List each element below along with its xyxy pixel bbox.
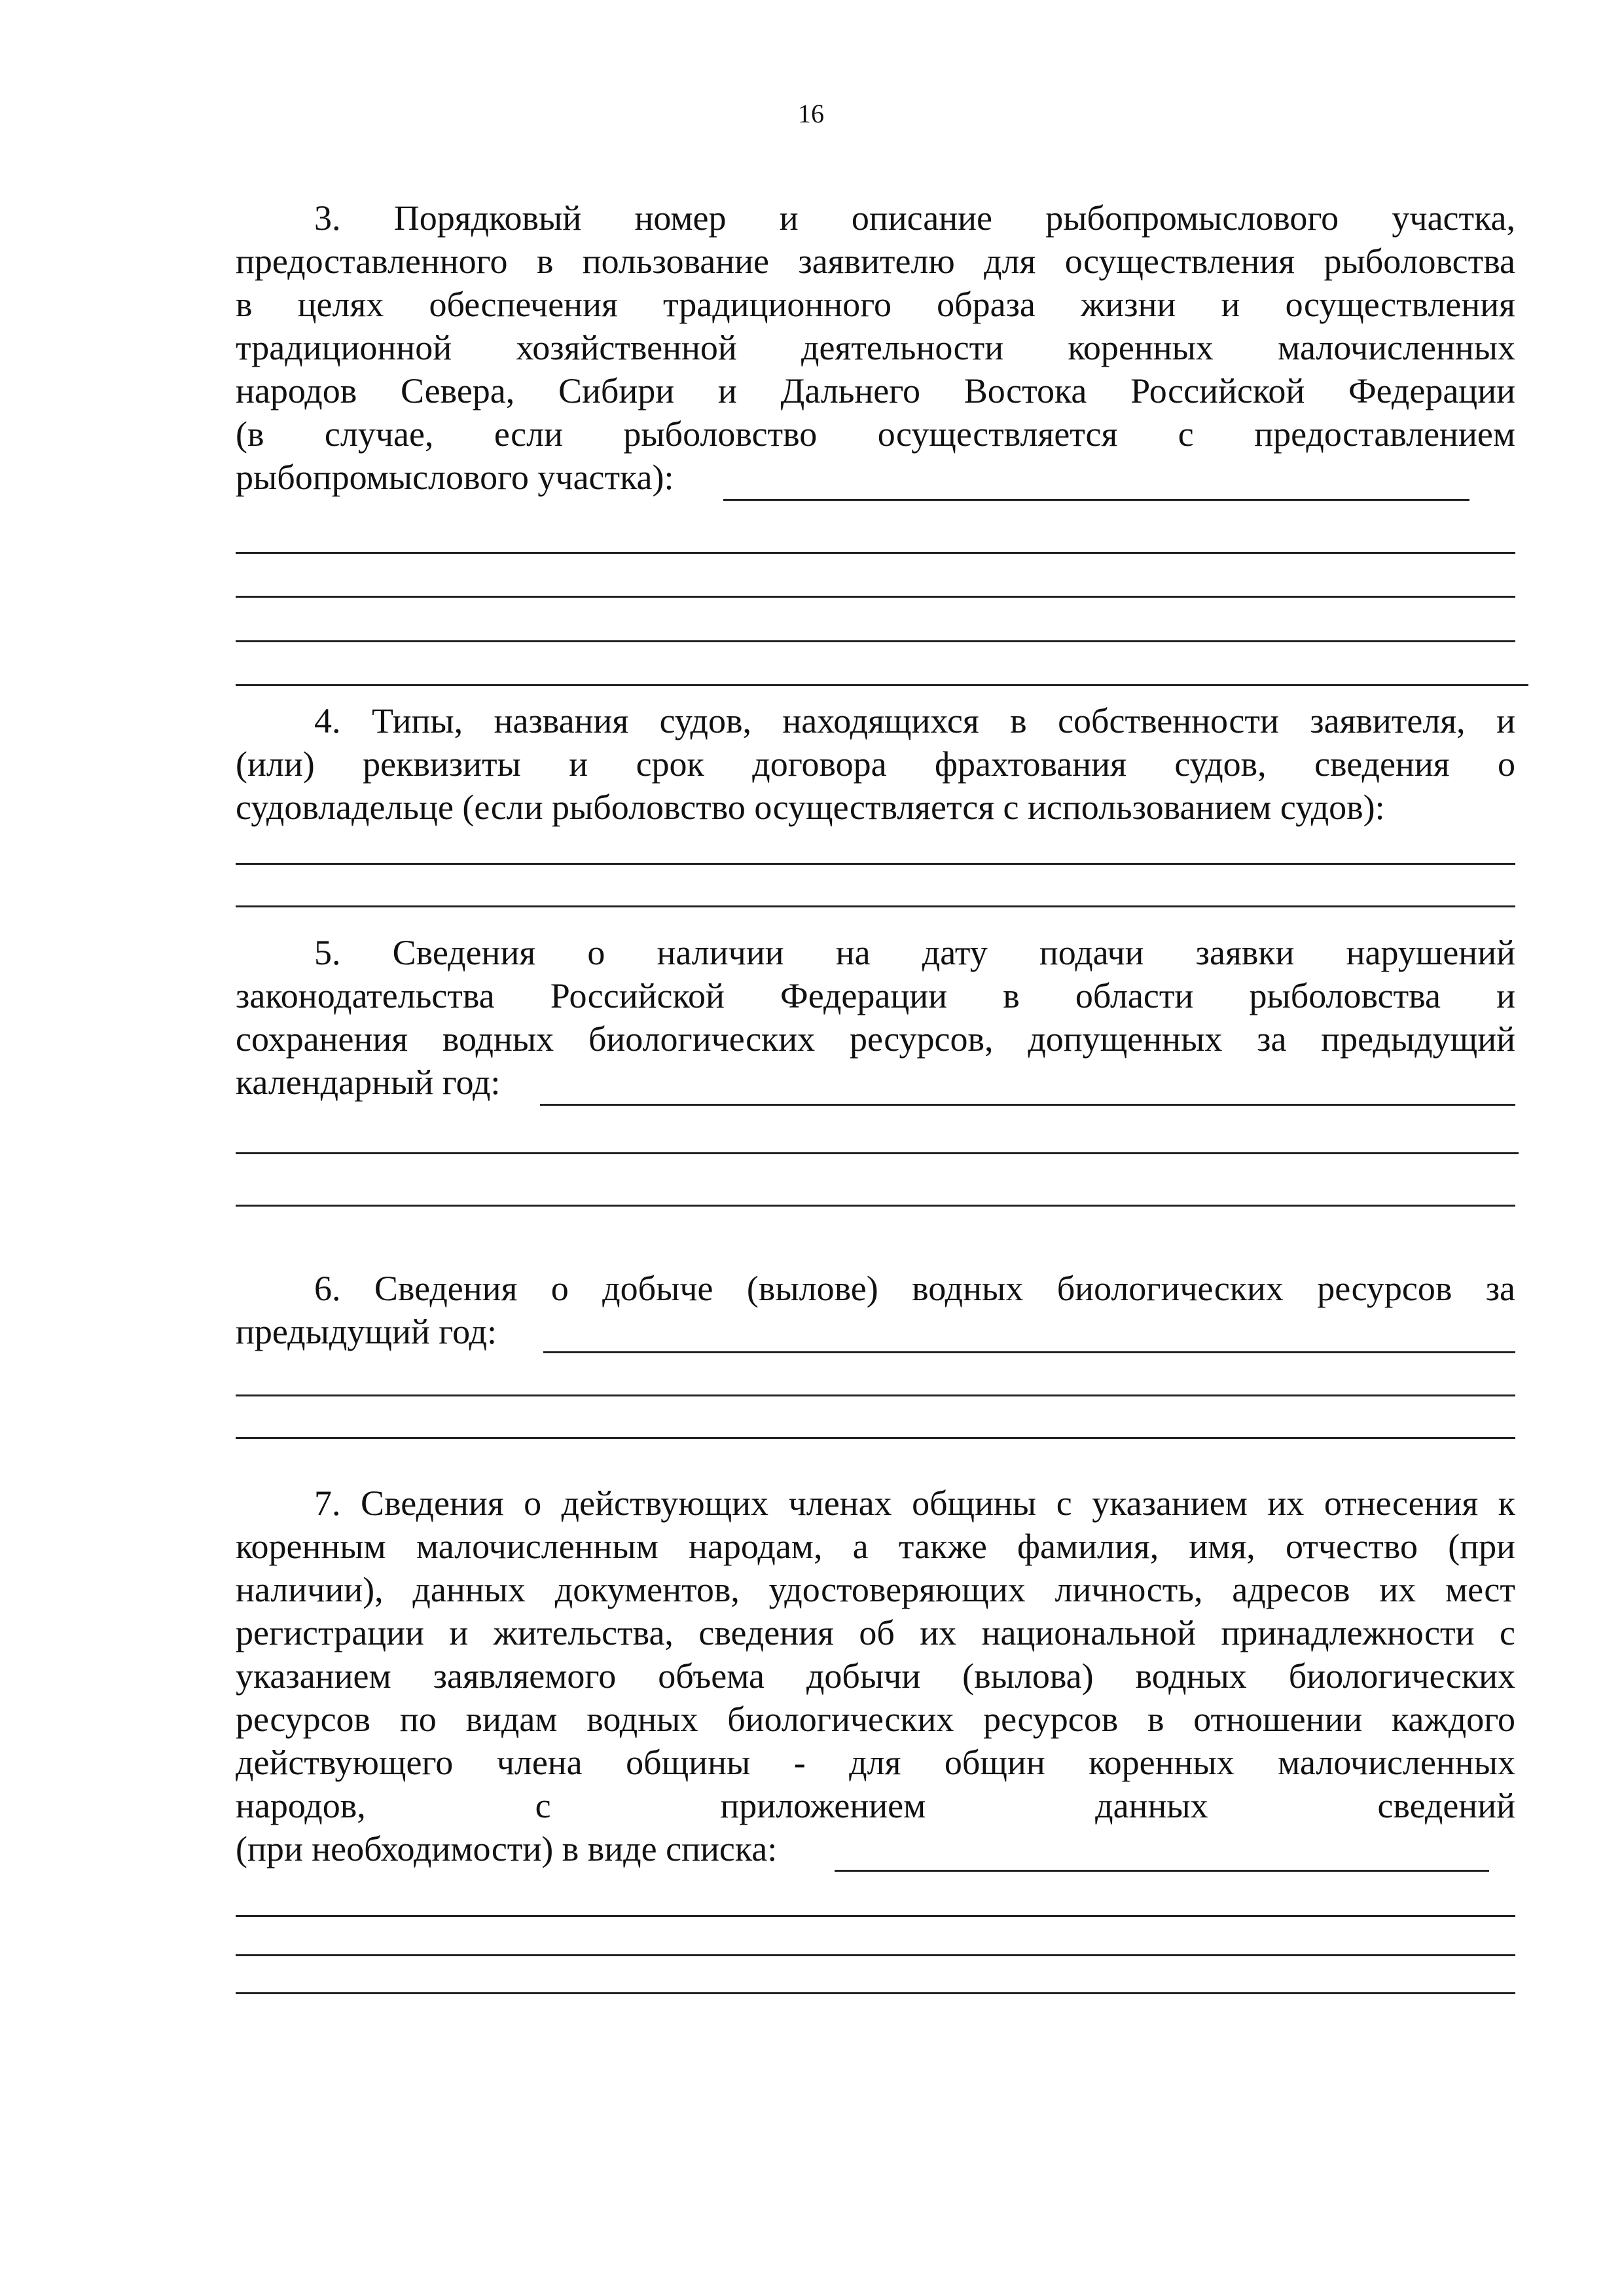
section-7-line-3: наличии), данных документов, удостоверяющих личность, адресов их мест (236, 1570, 1515, 1609)
section-7-line-5: указанием заявляемого объема добычи (вылова) водных биологических (236, 1656, 1515, 1696)
section-3-answer-field-1[interactable] (236, 552, 1515, 554)
section-5-answer-field-1[interactable] (236, 1152, 1519, 1154)
section-3-answer-field-3[interactable] (236, 640, 1515, 642)
section-4-answer-field-1[interactable] (236, 863, 1515, 865)
section-7-line-9: (при необходимости) в виде списка: (236, 1829, 778, 1868)
section-3-line-5: народов Севера, Сибири и Дальнего Востока Российской Федерации (236, 371, 1515, 410)
section-4-line-2: (или) реквизиты и срок договора фрахтования судов, сведения о (236, 744, 1515, 784)
page-number: 16 (798, 99, 824, 128)
section-3-answer-field-4[interactable] (236, 684, 1528, 686)
section-3-line-4: традиционной хозяйственной деятельности коренных малочисленных (236, 328, 1515, 367)
section-5-answer-field-2[interactable] (236, 1205, 1515, 1207)
section-7-line-2: коренным малочисленным народам, а также фамилия, имя, отчество (при (236, 1527, 1515, 1566)
section-5-line-4: календарный год: (236, 1063, 501, 1102)
section-7-answer-field-3[interactable] (236, 1992, 1515, 1994)
section-7-line-4: регистрации и жительства, сведения об их национальной принадлежности с (236, 1613, 1515, 1652)
section-4-line-1: 4. Типы, названия судов, находящихся в собственности заявителя, и (314, 701, 1515, 740)
section-5-line-1: 5. Сведения о наличии на дату подачи заявки нарушений (314, 933, 1515, 972)
section-5-line-3: сохранения водных биологических ресурсов, допущенных за предыдущий (236, 1019, 1515, 1059)
section-4-line-3: судовладельце (если рыболовство осуществляется с использованием судов): (236, 788, 1385, 827)
section-3-line-6: (в случае, если рыболовство осуществляется с предоставлением (236, 414, 1515, 454)
section-7-line-8: народов, с приложением данных сведений (236, 1786, 1515, 1825)
section-7-answer-field-inline[interactable] (835, 1870, 1489, 1872)
section-3-line-7-text: рыбопромыслового участка): (236, 458, 674, 497)
section-3-answer-field-2[interactable] (236, 596, 1515, 598)
section-4-answer-field-2[interactable] (236, 905, 1515, 907)
section-7-answer-field-1[interactable] (236, 1915, 1515, 1917)
section-3-answer-field-inline[interactable] (723, 499, 1469, 501)
section-6-answer-field-1[interactable] (236, 1394, 1515, 1396)
section-6-answer-field-2[interactable] (236, 1437, 1515, 1439)
section-7-line-7: действующего члена общины - для общин коренных малочисленных (236, 1743, 1515, 1782)
section-3-line-3: в целях обеспечения традиционного образа жизни и осуществления (236, 285, 1515, 324)
section-3-line-7 (236, 456, 1515, 499)
section-7-answer-field-2[interactable] (236, 1954, 1515, 1956)
section-3-line-1: 3. Порядковый номер и описание рыбопромыслового участка, (314, 198, 1515, 238)
section-6-line-1: 6. Сведения о добыче (вылове) водных биологических ресурсов за (314, 1269, 1515, 1308)
section-7-line-6: ресурсов по видам водных биологических ресурсов в отношении каждого (236, 1700, 1515, 1739)
section-5-line-2: законодательства Российской Федерации в области рыболовства и (236, 976, 1515, 1015)
section-3-line-2: предоставленного в пользование заявителю для осуществления рыболовства (236, 242, 1515, 281)
section-6-line-2: предыдущий год: (236, 1312, 497, 1351)
section-6-answer-field-inline[interactable] (543, 1351, 1515, 1353)
section-7-line-1: 7. Сведения о действующих членах общины с указанием их отнесения к (314, 1484, 1515, 1523)
section-5-answer-field-inline[interactable] (540, 1104, 1515, 1106)
